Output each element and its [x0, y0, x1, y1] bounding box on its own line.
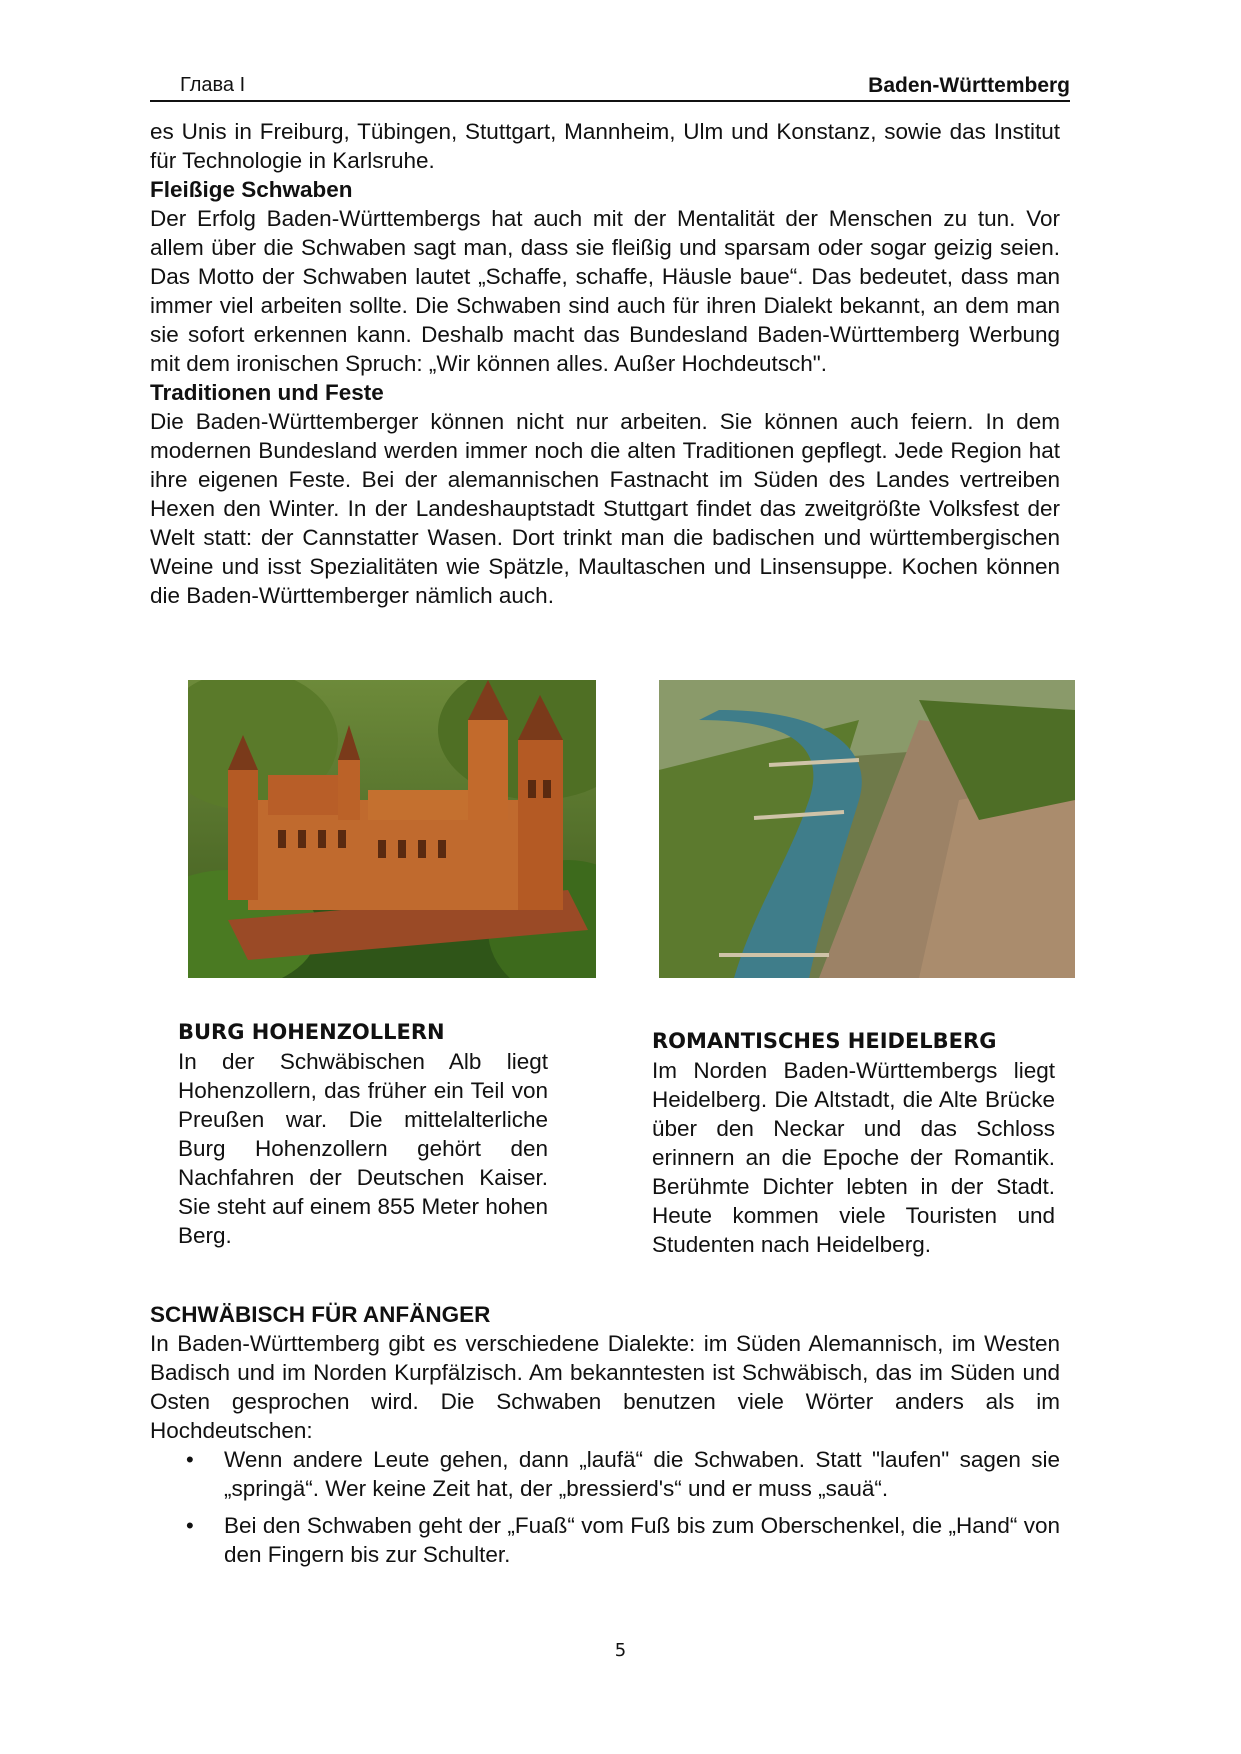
chapter-label: Глава I: [180, 74, 246, 96]
main-text-top: [150, 117, 1060, 610]
page-header: [150, 74, 1070, 102]
section-heading-schwaben: Fleißige Schwaben: [150, 177, 353, 202]
caption-body-heidelberg: Im Norden Baden-Württembergs liegt Heidelberg. Die Altstadt, die Alte Brücke über den Neckar und das Schloss erinnern an die Epoche der Romantik. Berühmte Dichter lebten in der Stadt. Heute kommen viele Touristen und Studenten nach Heidelberg.: [652, 1058, 1055, 1257]
intro-paragraph: es Unis in Freiburg, Tübingen, Stuttgart, Mannheim, Ulm und Konstanz, sowie das Institut für Technologie in Karlsruhe.: [150, 119, 1060, 173]
section-body-schwaben: Der Erfolg Baden-Württembergs hat auch mit der Mentalität der Menschen zu tun. Vor allem über die Schwaben sagt man, dass sie fleißig und sparsam oder sogar geizig seien. Das Motto der Schwaben lautet „Schaffe, schaffe, Häusle baue“. Das bedeutet, dass man immer viel arbeiten sollte. Die Schwaben sind auch für ihren Dialekt bekannt, an dem man sie sofort erkennen kann. Deshalb macht das Bundesland Baden-Württemberg Werbung mit dem ironischen Spruch: „Wir können alles. Außer Hochdeutsch".: [150, 206, 1060, 376]
dialect-bullet-list: [150, 1445, 1060, 1569]
section-body-traditionen: Die Baden-Württemberger können nicht nur arbeiten. Sie können auch feiern. In dem modernen Bundesland werden immer noch die alten Traditionen gepflegt. Jede Region hat ihre eigenen Feste. Bei der alemannischen Fastnacht im Süden des Landes vertreiben Hexen den Winter. In der Landeshauptstadt Stuttgart findet das zweitgrößte Volksfest der Welt statt: der Cannstatter Wasen. Dort trinkt man die badischen und württembergischen Weine und isst Spezialitäten wie Spätzle, Maultaschen und Linsensuppe. Kochen können die Baden-Württemberger nämlich auch.: [150, 409, 1060, 608]
page-number: 5: [614, 1640, 627, 1661]
list-item: • Wenn andere Leute gehen, dann „laufä“ die Schwaben. Statt "laufen" sagen sie „springä“. Wer keine Zeit hat, der „bressierd's“ und er muss „sauä“.: [224, 1445, 1060, 1503]
caption-title-heidelberg: ROMANTISCHES HEIDELBERG: [652, 1029, 997, 1053]
photo-burg-hohenzollern: [188, 680, 596, 978]
section-schwaebisch: [150, 1300, 1060, 1577]
castle-illustration: [188, 680, 596, 978]
heidelberg-aerial-illustration: [659, 680, 1075, 978]
section-heading-schwaebisch: SCHWÄBISCH FÜR ANFÄNGER: [150, 1302, 491, 1327]
section-body-schwaebisch: In Baden-Württemberg gibt es verschiedene Dialekte: im Süden Alemannisch, im Westen Badisch und im Norden Kurpfälzisch. Am bekanntesten ist Schwäbisch, das im Süden und Osten gesprochen wird. Die Schwaben benutzen viele Wörter anders als im Hochdeutschen:: [150, 1331, 1060, 1443]
photo-heidelberg: [659, 680, 1075, 978]
list-item: • Bei den Schwaben geht der „Fuaß“ vom Fuß bis zum Oberschenkel, die „Hand“ von den Fingern bis zur Schulter.: [224, 1511, 1060, 1569]
header-title: Baden-Württemberg: [868, 74, 1070, 97]
section-heading-traditionen: Traditionen und Feste: [150, 380, 384, 405]
caption-burg-hohenzollern: [178, 1018, 548, 1250]
caption-body-burg: In der Schwäbischen Alb liegt Hohenzollern, das früher ein Teil von Preußen war. Die mittelalterliche Burg Hohenzollern gehört den Nachfahren der Deutschen Kaiser. Sie steht auf einem 855 Meter hohen Berg.: [178, 1049, 548, 1248]
caption-title-burg: BURG HOHENZOLLERN: [178, 1020, 445, 1044]
caption-heidelberg: [652, 1027, 1055, 1259]
